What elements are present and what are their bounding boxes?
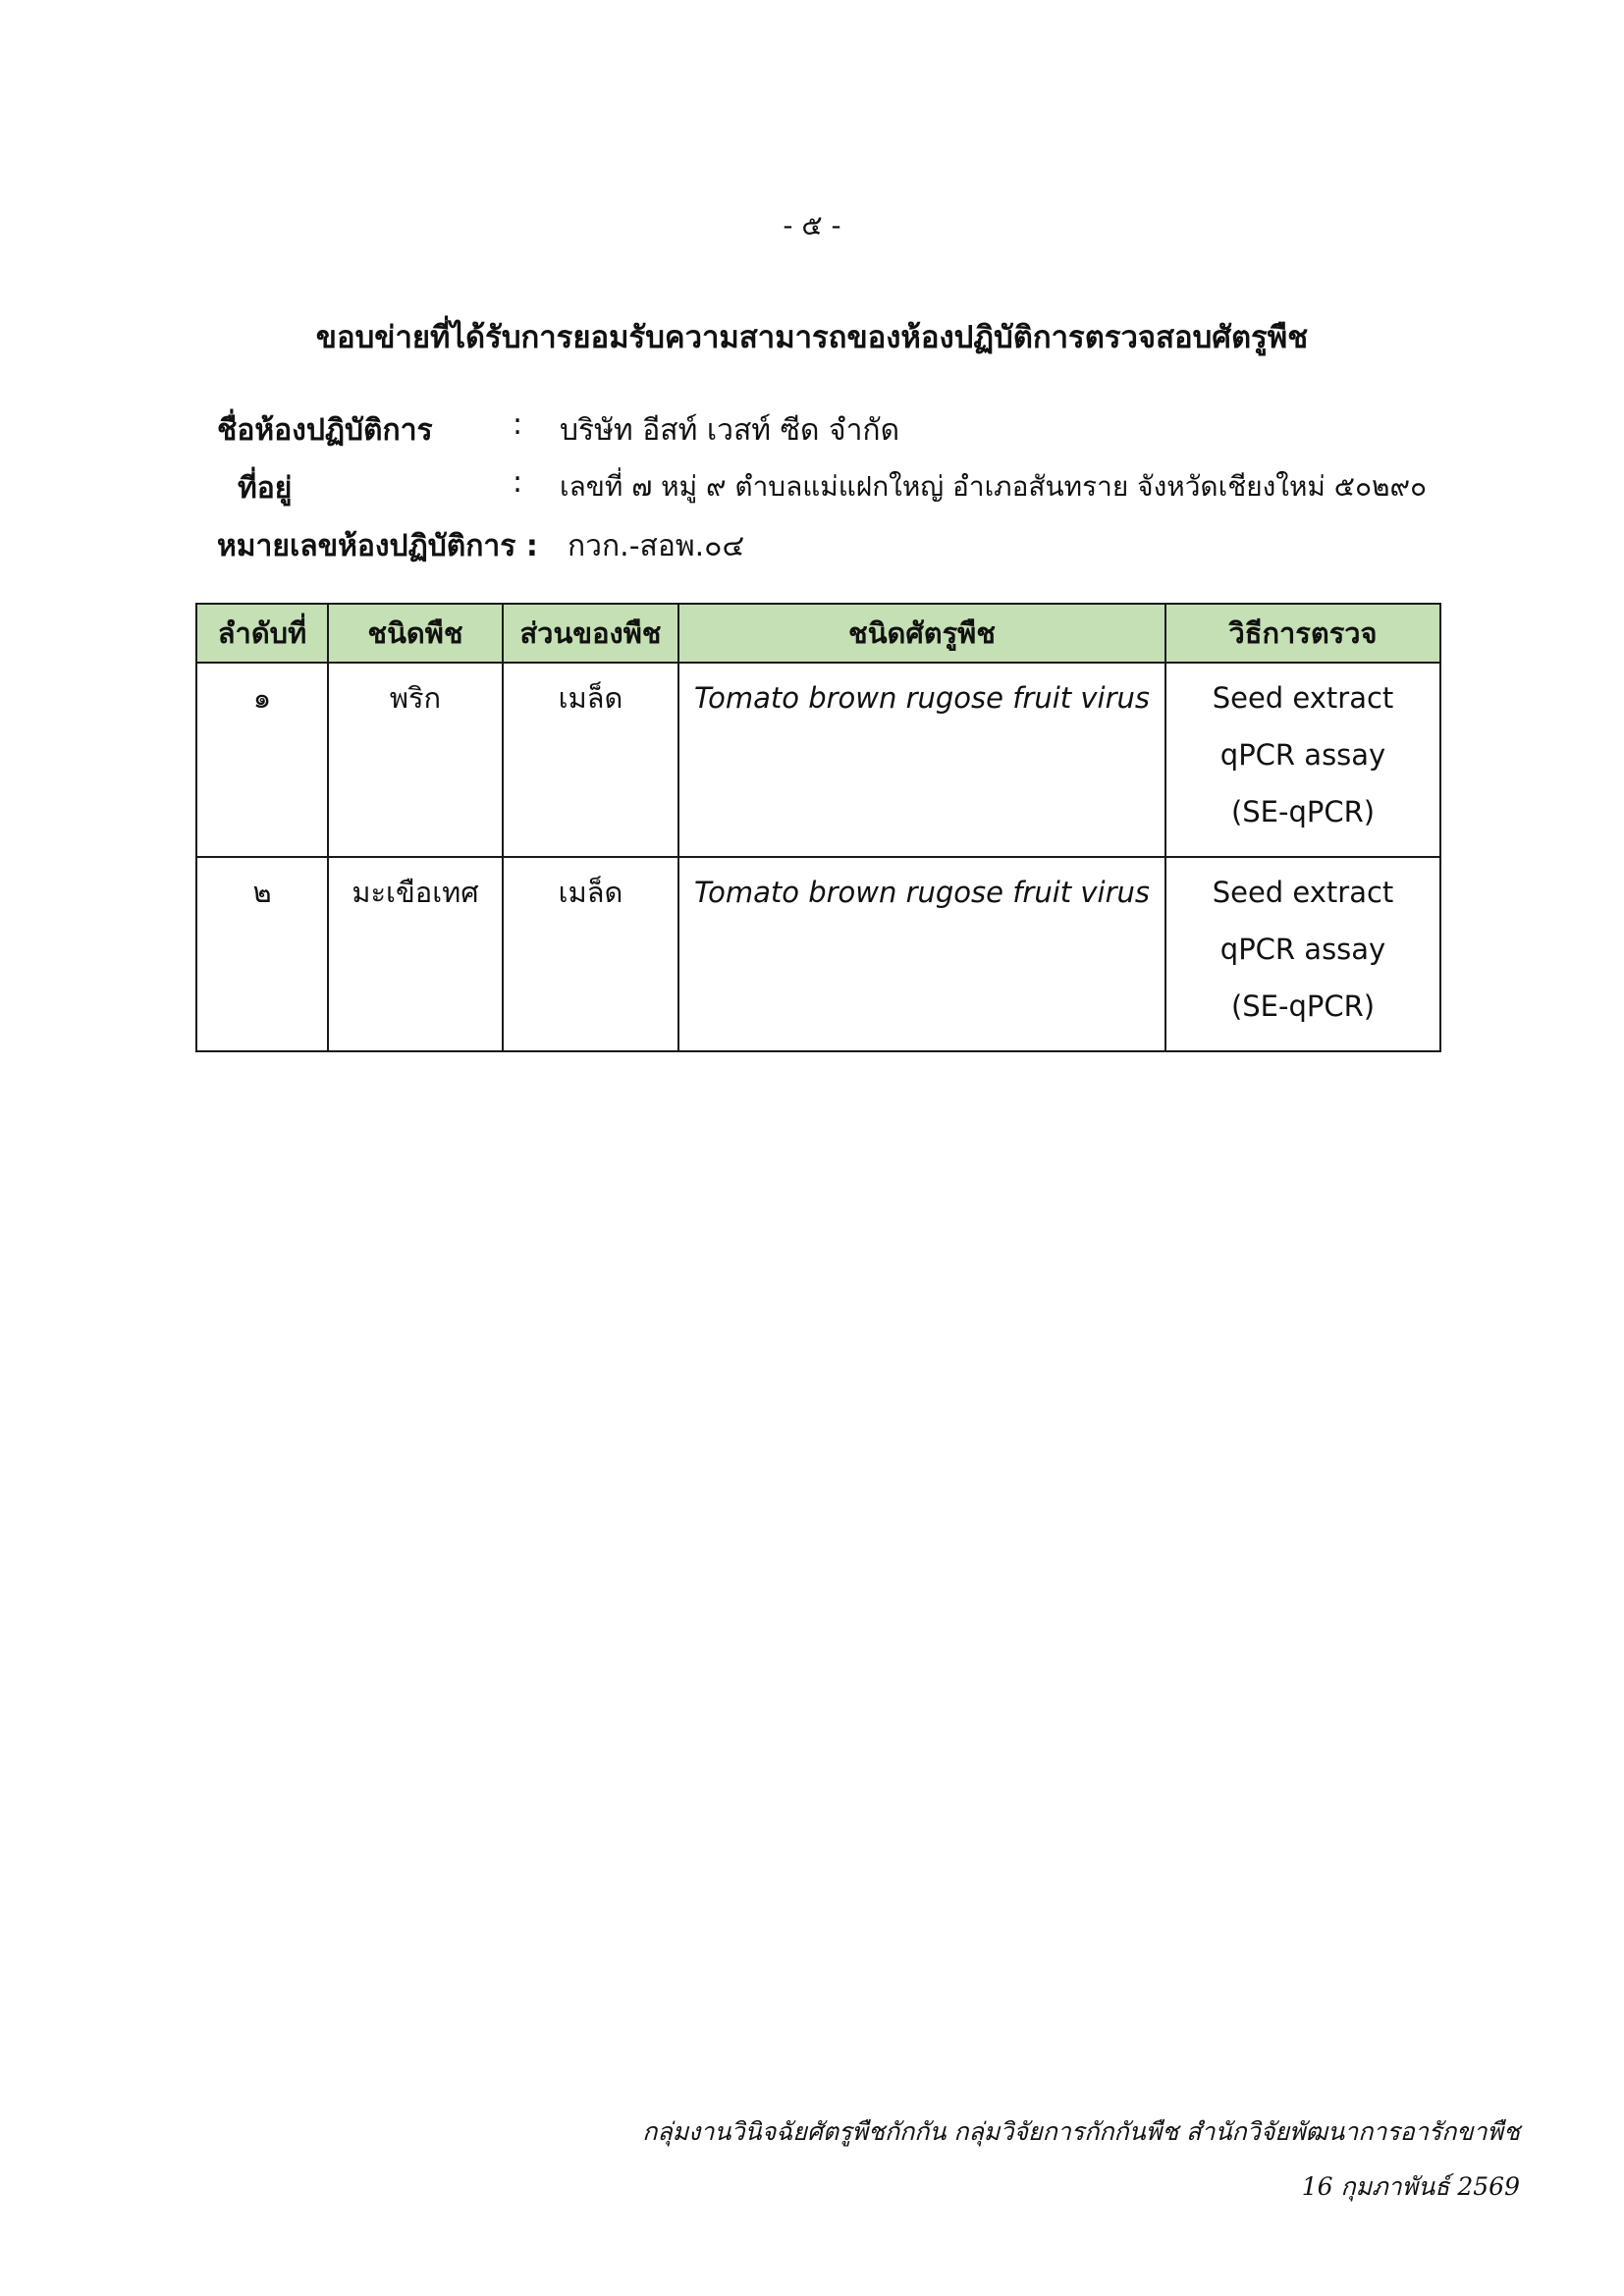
- method-line: (SE-qPCR): [1230, 989, 1376, 1023]
- footer-organization: กลุ่มงานวินิจฉัยศัตรูพืชกักกัน กลุ่มวิจัยการกักกันพืช สำนักวิจัยพัฒนาการอารักขาพืช: [642, 2117, 1520, 2146]
- document-title: ขอบข่ายที่ได้รับการยอมรับความสามารถของห้องปฏิบัติการตรวจสอบศัตรูพืช: [315, 320, 1309, 355]
- cell-pest: [678, 663, 1165, 857]
- cell-method: [1165, 663, 1440, 857]
- cell-method: [1165, 857, 1440, 1051]
- method-line: (SE-qPCR): [1230, 795, 1376, 828]
- pest-name: Tomato brown rugose fruit virus: [693, 876, 1151, 909]
- cell-part: เมล็ด: [503, 663, 678, 857]
- page-number: - ๕ -: [783, 209, 841, 241]
- scope-table: [195, 603, 1441, 1052]
- header-no: ลำดับที่: [196, 604, 328, 663]
- address-colon: :: [513, 465, 523, 500]
- cell-no: ๑: [196, 663, 328, 857]
- lab-number-value: กวก.-สอพ.๐๔: [568, 529, 745, 563]
- pest-name: Tomato brown rugose fruit virus: [693, 681, 1151, 715]
- cell-no: ๒: [196, 857, 328, 1051]
- table-row: [196, 857, 1440, 1051]
- method-line: Seed extract: [1212, 681, 1394, 715]
- lab-number-label: หมายเลขห้องปฏิบัติการ :: [217, 529, 538, 563]
- footer-date: 16 กุมภาพันธ์ 2569: [1301, 2172, 1520, 2201]
- lab-name-row: [0, 407, 1624, 454]
- header-method: วิธีการตรวจ: [1165, 604, 1440, 663]
- lab-name-label: ชื่อห้องปฏิบัติการ: [217, 413, 433, 448]
- lab-name-colon: :: [513, 407, 523, 442]
- cell-plant: พริก: [328, 663, 503, 857]
- method-line: Seed extract: [1212, 876, 1394, 909]
- lab-name-value: บริษัท อีสท์ เวสท์ ซีด จำกัด: [560, 413, 900, 448]
- header-plant: ชนิดพืช: [328, 604, 503, 663]
- address-label: ที่อยู่: [238, 471, 293, 506]
- method-line: qPCR assay: [1219, 933, 1386, 966]
- header-pest: ชนิดศัตรูพืช: [678, 604, 1165, 663]
- cell-pest: [678, 857, 1165, 1051]
- cell-plant: มะเขือเทศ: [328, 857, 503, 1051]
- cell-part: เมล็ด: [503, 857, 678, 1051]
- address-row: [0, 465, 1624, 512]
- header-part: ส่วนของพืช: [503, 604, 678, 663]
- lab-number-row: [0, 523, 1624, 570]
- table-row: [196, 663, 1440, 857]
- method-line: qPCR assay: [1219, 738, 1386, 772]
- table-header-row: [196, 604, 1440, 663]
- address-value: เลขที่ ๗ หมู่ ๙ ตำบลแม่แฝกใหญ่ อำเภอสันทราย จังหวัดเชียงใหม่ ๕๐๒๙๐: [560, 470, 1428, 503]
